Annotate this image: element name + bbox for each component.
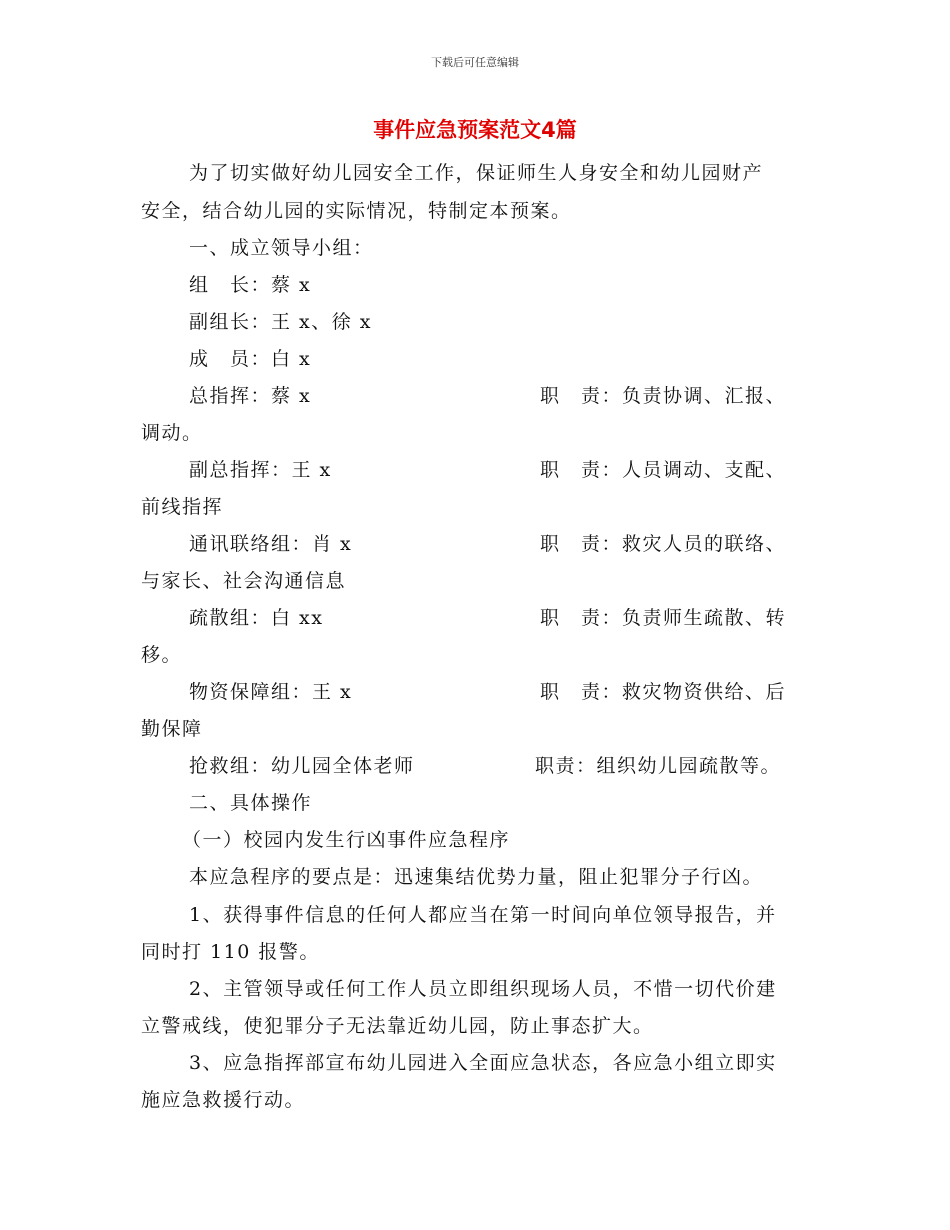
leader-line: 组 长：蔡 x [189, 274, 312, 296]
role-duty: 职 责：负责协调、汇报、 [540, 385, 787, 407]
step-line-cont: 施应急救援行动。 [141, 1089, 306, 1111]
rescue-name: 抢救组：幼儿园全体老师 [189, 755, 415, 777]
role-duty: 职 责：负责师生疏散、转 [540, 607, 787, 629]
role-name: 物资保障组：王 x [189, 681, 353, 703]
key-point-line: 本应急程序的要点是：迅速集结优势力量，阻止犯罪分子行凶。 [189, 866, 764, 888]
role-duty-cont: 勤保障 [141, 718, 203, 740]
role-duty: 职 责：人员调动、支配、 [540, 459, 787, 481]
document-title: 事件应急预案范文4篇 [373, 118, 577, 142]
section-2-heading: 二、具体操作 [189, 792, 313, 814]
step-line: 3、应急指挥部宣布幼儿园进入全面应急状态，各应急小组立即实 [189, 1052, 777, 1074]
subsection-heading: （一）校园内发生行凶事件应急程序 [182, 829, 511, 851]
role-duty: 职 责：救灾物资供给、后 [540, 681, 787, 703]
role-duty: 职 责：救灾人员的联络、 [540, 533, 787, 555]
page-header: 下载后可任意编辑 [431, 56, 519, 69]
role-name: 疏散组：白 xx [189, 607, 324, 629]
role-name: 通讯联络组：肖 x [189, 533, 353, 555]
role-duty-cont: 调动。 [141, 422, 203, 444]
step-line: 2、主管领导或任何工作人员立即组织现场人员，不惜一切代价建 [189, 978, 777, 1000]
intro-line-2: 安全，结合幼儿园的实际情况，特制定本预案。 [141, 200, 572, 222]
role-duty-cont: 与家长、社会沟通信息 [141, 570, 347, 592]
step-line-cont: 同时打 110 报警。 [141, 941, 320, 963]
role-name: 副总指挥：王 x [189, 459, 332, 481]
step-line: 1、获得事件信息的任何人都应当在第一时间向单位领导报告，并 [189, 904, 777, 926]
role-duty-cont: 前线指挥 [141, 496, 224, 518]
section-1-heading: 一、成立领导小组： [189, 237, 374, 259]
intro-line-1: 为了切实做好幼儿园安全工作，保证师生人身安全和幼儿园财产 [189, 162, 764, 184]
role-duty-cont: 移。 [141, 644, 183, 666]
vice-leader-line: 副组长：王 x、徐 x [189, 311, 373, 333]
step-line-cont: 立警戒线，使犯罪分子无法靠近幼儿园，防止事态扩大。 [141, 1015, 654, 1037]
member-line: 成 员：白 x [189, 348, 312, 370]
role-name: 总指挥：蔡 x [189, 385, 312, 407]
rescue-duty: 职责：组织幼儿园疏散等。 [535, 755, 782, 777]
